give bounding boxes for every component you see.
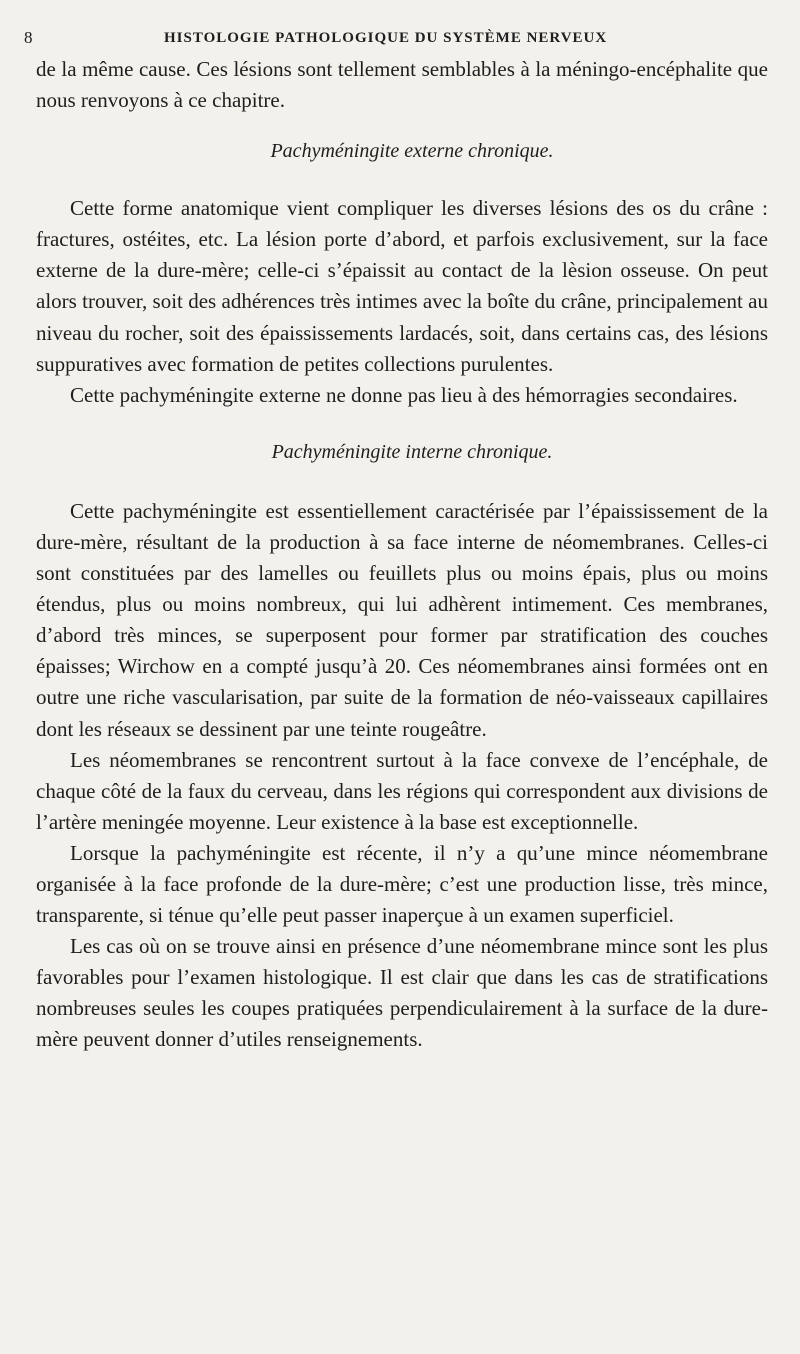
section-heading-internal: Pachyméningite interne chronique. [271, 440, 553, 463]
paragraph: Lorsque la pachyméningite est récente, il n’y a qu’une mince néomembrane organisée à la face profonde de la dure-mère; c’est une production lisse, très mince, transparente, si ténue qu’elle peut passer inaperçue à un examen superficiel. [36, 840, 768, 928]
book-page [24, 28, 768, 1056]
paragraph-continuation: de la même cause. Ces lésions sont tellement semblables à la méningo-encéphalite que nous renvoyons à ce chapitre. [36, 57, 768, 113]
section-heading-external: Pachyméningite externe chronique. [270, 140, 554, 163]
paragraph: Cette pachyméningite est essentiellement caractérisée par l’épaississement de la dure-mère, résultant de la production à sa face interne de néomembranes. Celles-ci sont constituées par des lamelles ou feuillets plus ou moins épais, plus ou moins étendus, plus ou moins nombreux, qui lui adhèrent intimement. Ces membranes, d’abord très minces, se superposent pour former par stratification des couches épaisses; Wirchow en a compté jusqu’à 20. Ces néomembranes ainsi formées ont en outre une riche vascularisation, par suite de la formation de néo-vaisseaux capillaires dont les réseaux se dessinent par une teinte rougeâtre. [36, 498, 768, 741]
paragraph: Les cas où on se trouve ainsi en présence d’une néomembrane mince sont les plus favorables pour l’examen histologique. Il est clair que dans les cas de stratifications nombreuses seules les coupes pratiquées perpendiculairement à la surface de la dure-mère peuvent donner d’utiles renseignements. [36, 934, 768, 1052]
paragraph: Cette forme anatomique vient compliquer les diverses lésions des os du crâne : fractures, ostéites, etc. La lésion porte d’abord, et parfois exclusivement, sur la face externe de la dure-mère; celle-ci s’épaissit au contact de la lèsion osseuse. On peut alors trouver, soit des adhérences très intimes avec la boîte du crâne, principalement au niveau du rocher, soit des épaississements lardacés, soit, dans certains cas, des lésions suppuratives avec formation de petites collections purulentes. [36, 196, 768, 376]
running-head [24, 28, 768, 54]
paragraph: Cette pachyméningite externe ne donne pas lieu à des hémorragies secondaires. [70, 382, 738, 407]
paragraph: Les néomembranes se rencontrent surtout à la face convexe de l’encéphale, de chaque côté de la faux du cerveau, dans les régions qui correspondent aux divisions de l’artère meningée moyenne. Leur existence à la base est exceptionnelle. [36, 747, 768, 834]
running-title: HISTOLOGIE PATHOLOGIQUE DU SYSTÈME NERVEUX [164, 30, 608, 46]
page-number: 8 [24, 28, 34, 47]
